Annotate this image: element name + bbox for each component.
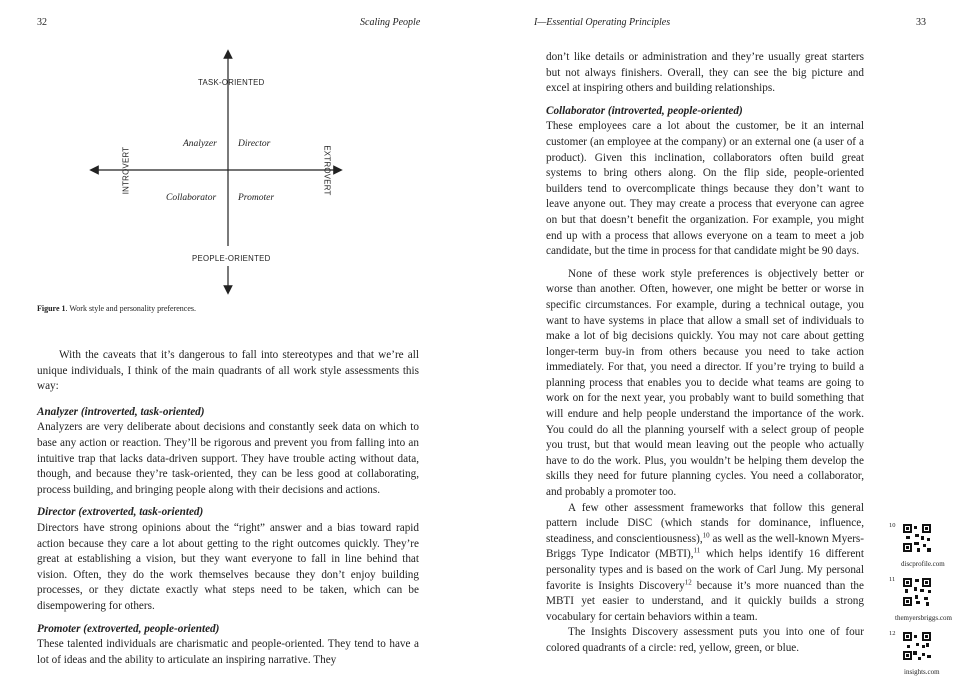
footnote-ref-10: 10 (702, 531, 710, 540)
none-paragraph: None of these work style preferences is objectively better or worse than another. Often, however, one might be better or worse in specific circumstances. For example, during a technical outage, you want to have systems in place that allow a small set of individuals to make a lot of big decisions quickly. You may not care about getting longer-term buy-in from others because you need to take action immediately. For that, you need a director. If you’re trying to build a planning process that enables you to decide what teams are going to work on for the next year, you probably want to build something that will endure and help people understand the importance of the work. You could do all the planning yourself with a select group of people you trust, but that would mean leaving out the people who actually have to do the work. Plus, you wouldn’t be helping them develop the skills they need for future planning cycles. You need a collaborator, and probably a promoter too. (546, 267, 864, 499)
footnote-ref-11: 11 (693, 546, 701, 555)
promoter-paragraph: These talented individuals are charismatic and people-oriented. They tend to have a lot of ideas and the ability to articulate an inspiring narrative. They (37, 638, 419, 666)
quadrant-promoter: Promoter (238, 193, 275, 203)
collaborator-paragraph: These employees care a lot about the customer, be it an internal customer (an employee at the company) or an external one (a user of a product). Given this inclination, collaborators often build great systems to bring others along. On the flip side, people-oriented builders tend to overcomplicate things because they don’t want to leave anyone out. They may create a process that everyone can agree on but that doesn’t benefit the organization. For example, you might end up with a process that allows everyone on a team to meet a job candidate, but the time in process for that candidate might be 90 days. (546, 120, 864, 258)
right-body-text (546, 50, 864, 657)
sidenote-number-12: 12 (889, 630, 896, 637)
promoter-continued: don’t like details or administration and they’re usually great starters but not always finishers. Overall, they can see the big picture and excel at inspiring others and building relationships. (546, 51, 864, 95)
qr-code-icon[interactable] (903, 578, 931, 606)
sidenote-site-10[interactable]: discprofile.com (901, 560, 945, 568)
page-number-right: 33 (916, 17, 926, 28)
sidenote-site-12[interactable]: insights.com (904, 668, 940, 676)
director-heading: Director (extroverted, task-oriented) (37, 506, 204, 519)
director-paragraph: Directors have strong opinions about the “right” answer and a bias toward rapid action because they care a lot about getting to the right outcomes quickly. They’re great at establishing a vision, but they want everyone to fall in line behind that vision. Often, they do the work themselves because they don’t enjoy building processes, or they dictate exactly what steps need to be taken, which can be disempowering for others. (37, 521, 419, 612)
collaborator-heading: Collaborator (introverted, people-oriented) (546, 104, 743, 117)
qr-code-icon[interactable] (903, 632, 931, 660)
footnote-ref-12: 12 (684, 577, 692, 586)
sidenote-site-11[interactable]: themyersbriggs.com (895, 614, 952, 622)
quadrant-director: Director (238, 139, 271, 149)
quadrant-collaborator: Collaborator (166, 193, 217, 203)
analyzer-heading: Analyzer (introverted, task-oriented) (37, 405, 205, 418)
axis-label-introvert: INTROVERT (121, 146, 131, 195)
intro-paragraph: With the caveats that it’s dangerous to fall into stereotypes and that we’re all unique individuals, I think of the main quadrants of all work style assessments this way: (37, 349, 419, 393)
work-style-diagram (80, 40, 380, 300)
page-number-left: 32 (37, 17, 47, 28)
axis-label-extrovert: EXTROVERT (322, 145, 332, 196)
figure-caption: Figure 1. Work style and personality preferences. (37, 304, 197, 313)
left-body-text (37, 348, 419, 668)
axis-label-task: TASK-ORIENTED (198, 78, 265, 87)
frameworks-paragraph: A few other assessment frameworks that follow this general pattern include DiSC (which stands for dominance, influence, steadiness, and conscientiousness),$^{10}$ as well as the well-known Myers-Briggs Type Indicator (MBTI),$^{11}$ which helps identify 16 different personality types and is based on the work of Carl Jung. My personal favorite is Insights Discovery$^{12}$ because it’s more nuanced than the MBTI yet easier to understand, and it quickly builds a strong vocabulary for certain behaviors within a team. (546, 501, 865, 623)
running-head-right: I—Essential Operating Principles (534, 17, 671, 28)
quadrant-analyzer: Analyzer (183, 139, 217, 149)
axis-label-people: PEOPLE-ORIENTED (192, 254, 271, 263)
right-page (490, 0, 980, 700)
sidenote-number-11: 11 (889, 576, 896, 583)
qr-code-icon[interactable] (903, 524, 931, 552)
promoter-heading: Promoter (extroverted, people-oriented) (37, 622, 220, 635)
analyzer-paragraph: Analyzers are very deliberate about decisions and constantly seek data on which to base any action or reaction. They’ll be rigorous and prevent you from falling into an intuitive trap that lacks data-driven support. They have trouble acting without data, though, and because they’re task-oriented, they can be less good at collaborating, process building, and bringing people along with their decisions and actions. (37, 421, 419, 496)
running-head-left: Scaling People (360, 17, 421, 28)
sidenote-number-10: 10 (889, 522, 896, 529)
insights-paragraph: The Insights Discovery assessment puts you into one of four colored quadrants of a circle: red, yellow, green, or blue. (546, 626, 864, 654)
